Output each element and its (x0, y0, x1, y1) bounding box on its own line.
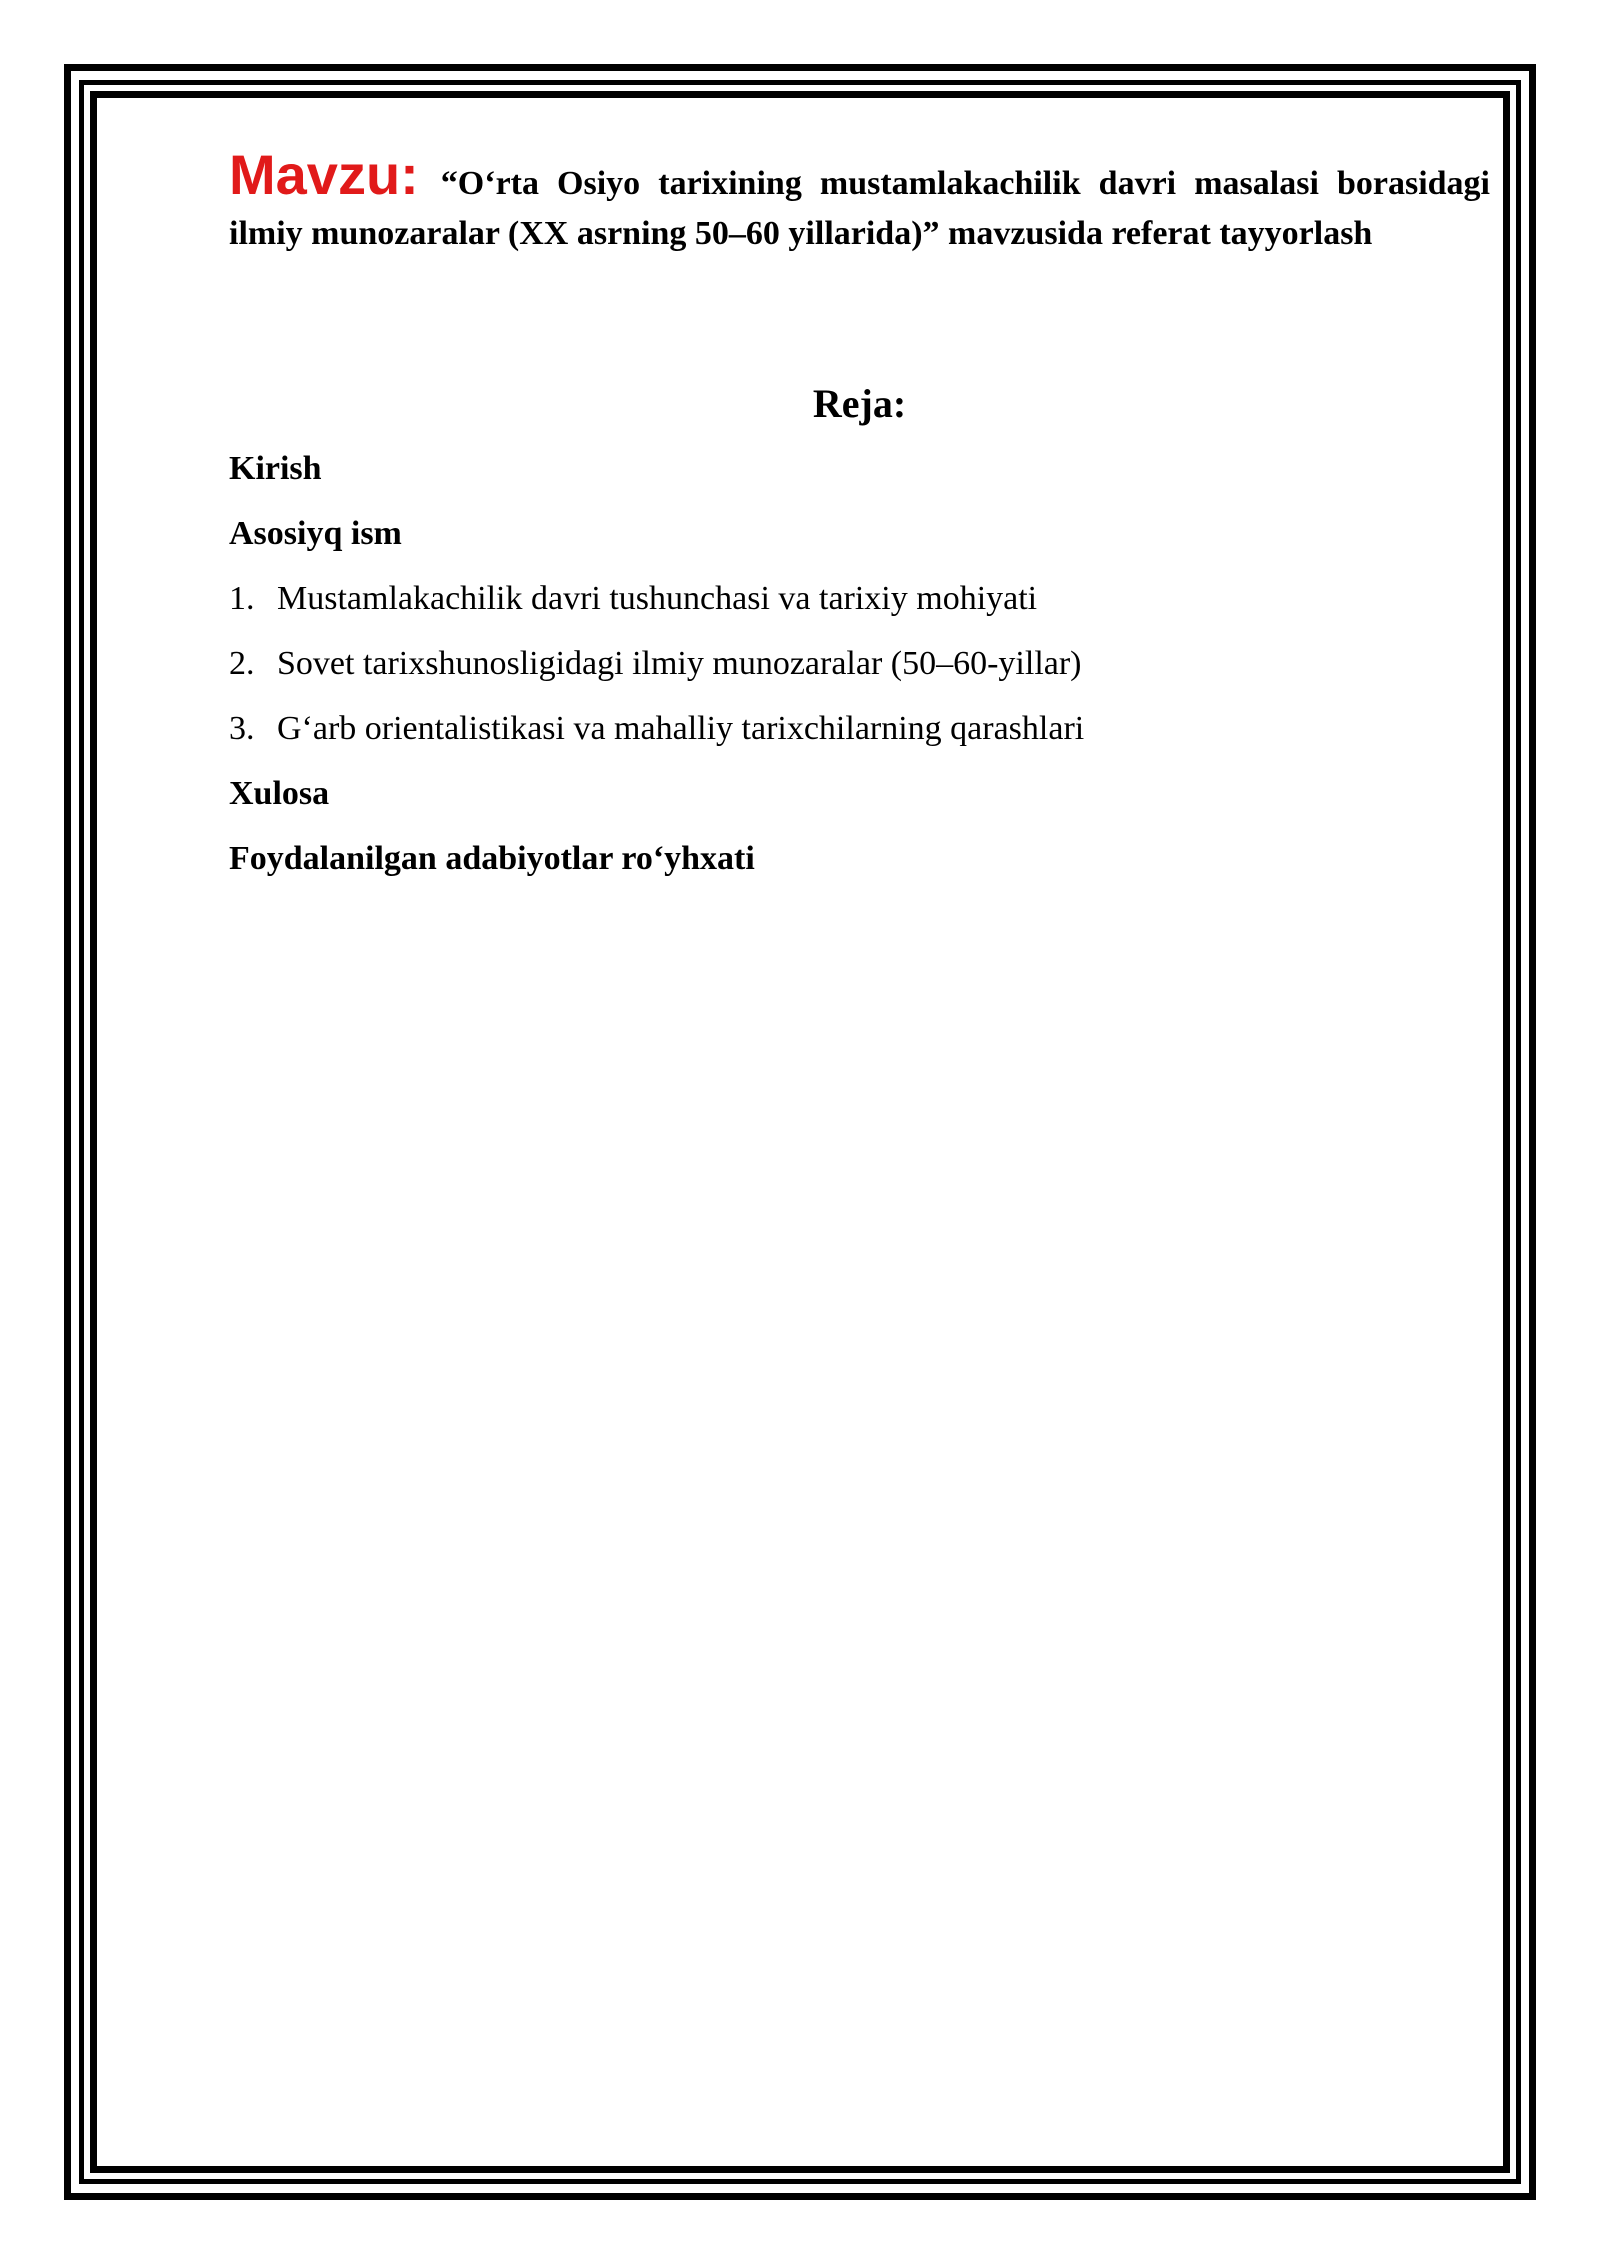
main-part-heading: Asosiyq ism (229, 515, 402, 552)
intro-heading: Kirish (229, 450, 322, 487)
topic-text: “O‘rta Osiyo tarixining mustamlakachilik davri masalasi borasidagi ilmiy munozaralar (XX asrning 50–60 yillarida)” mavzusida referat tayyorlash (229, 165, 1490, 252)
list-item-number: 1. (229, 580, 255, 617)
topic-label: Mavzu: (229, 143, 419, 206)
list-item-number: 3. (229, 710, 255, 747)
conclusion-heading: Xulosa (229, 775, 330, 812)
list-item-number: 2. (229, 645, 255, 682)
references-heading: Foydalanilgan adabiyotlar ro‘yhxati (229, 840, 755, 877)
plan-heading: Reja: (812, 381, 907, 426)
list-item (229, 628, 1490, 693)
plan-list (229, 563, 1490, 758)
list-item-text: Mustamlakachilik davri tushunchasi va tarixiy mohiyati (277, 580, 1038, 617)
list-item (229, 693, 1490, 758)
list-item-text: Sovet tarixshunosligidagi ilmiy munozaralar (50–60-yillar) (277, 645, 1082, 682)
topic-paragraph (229, 143, 1490, 259)
list-item (229, 563, 1490, 628)
document-content (229, 143, 1490, 888)
list-item-text: G‘arb orientalistikasi va mahalliy tarixchilarning qarashlari (277, 710, 1085, 747)
